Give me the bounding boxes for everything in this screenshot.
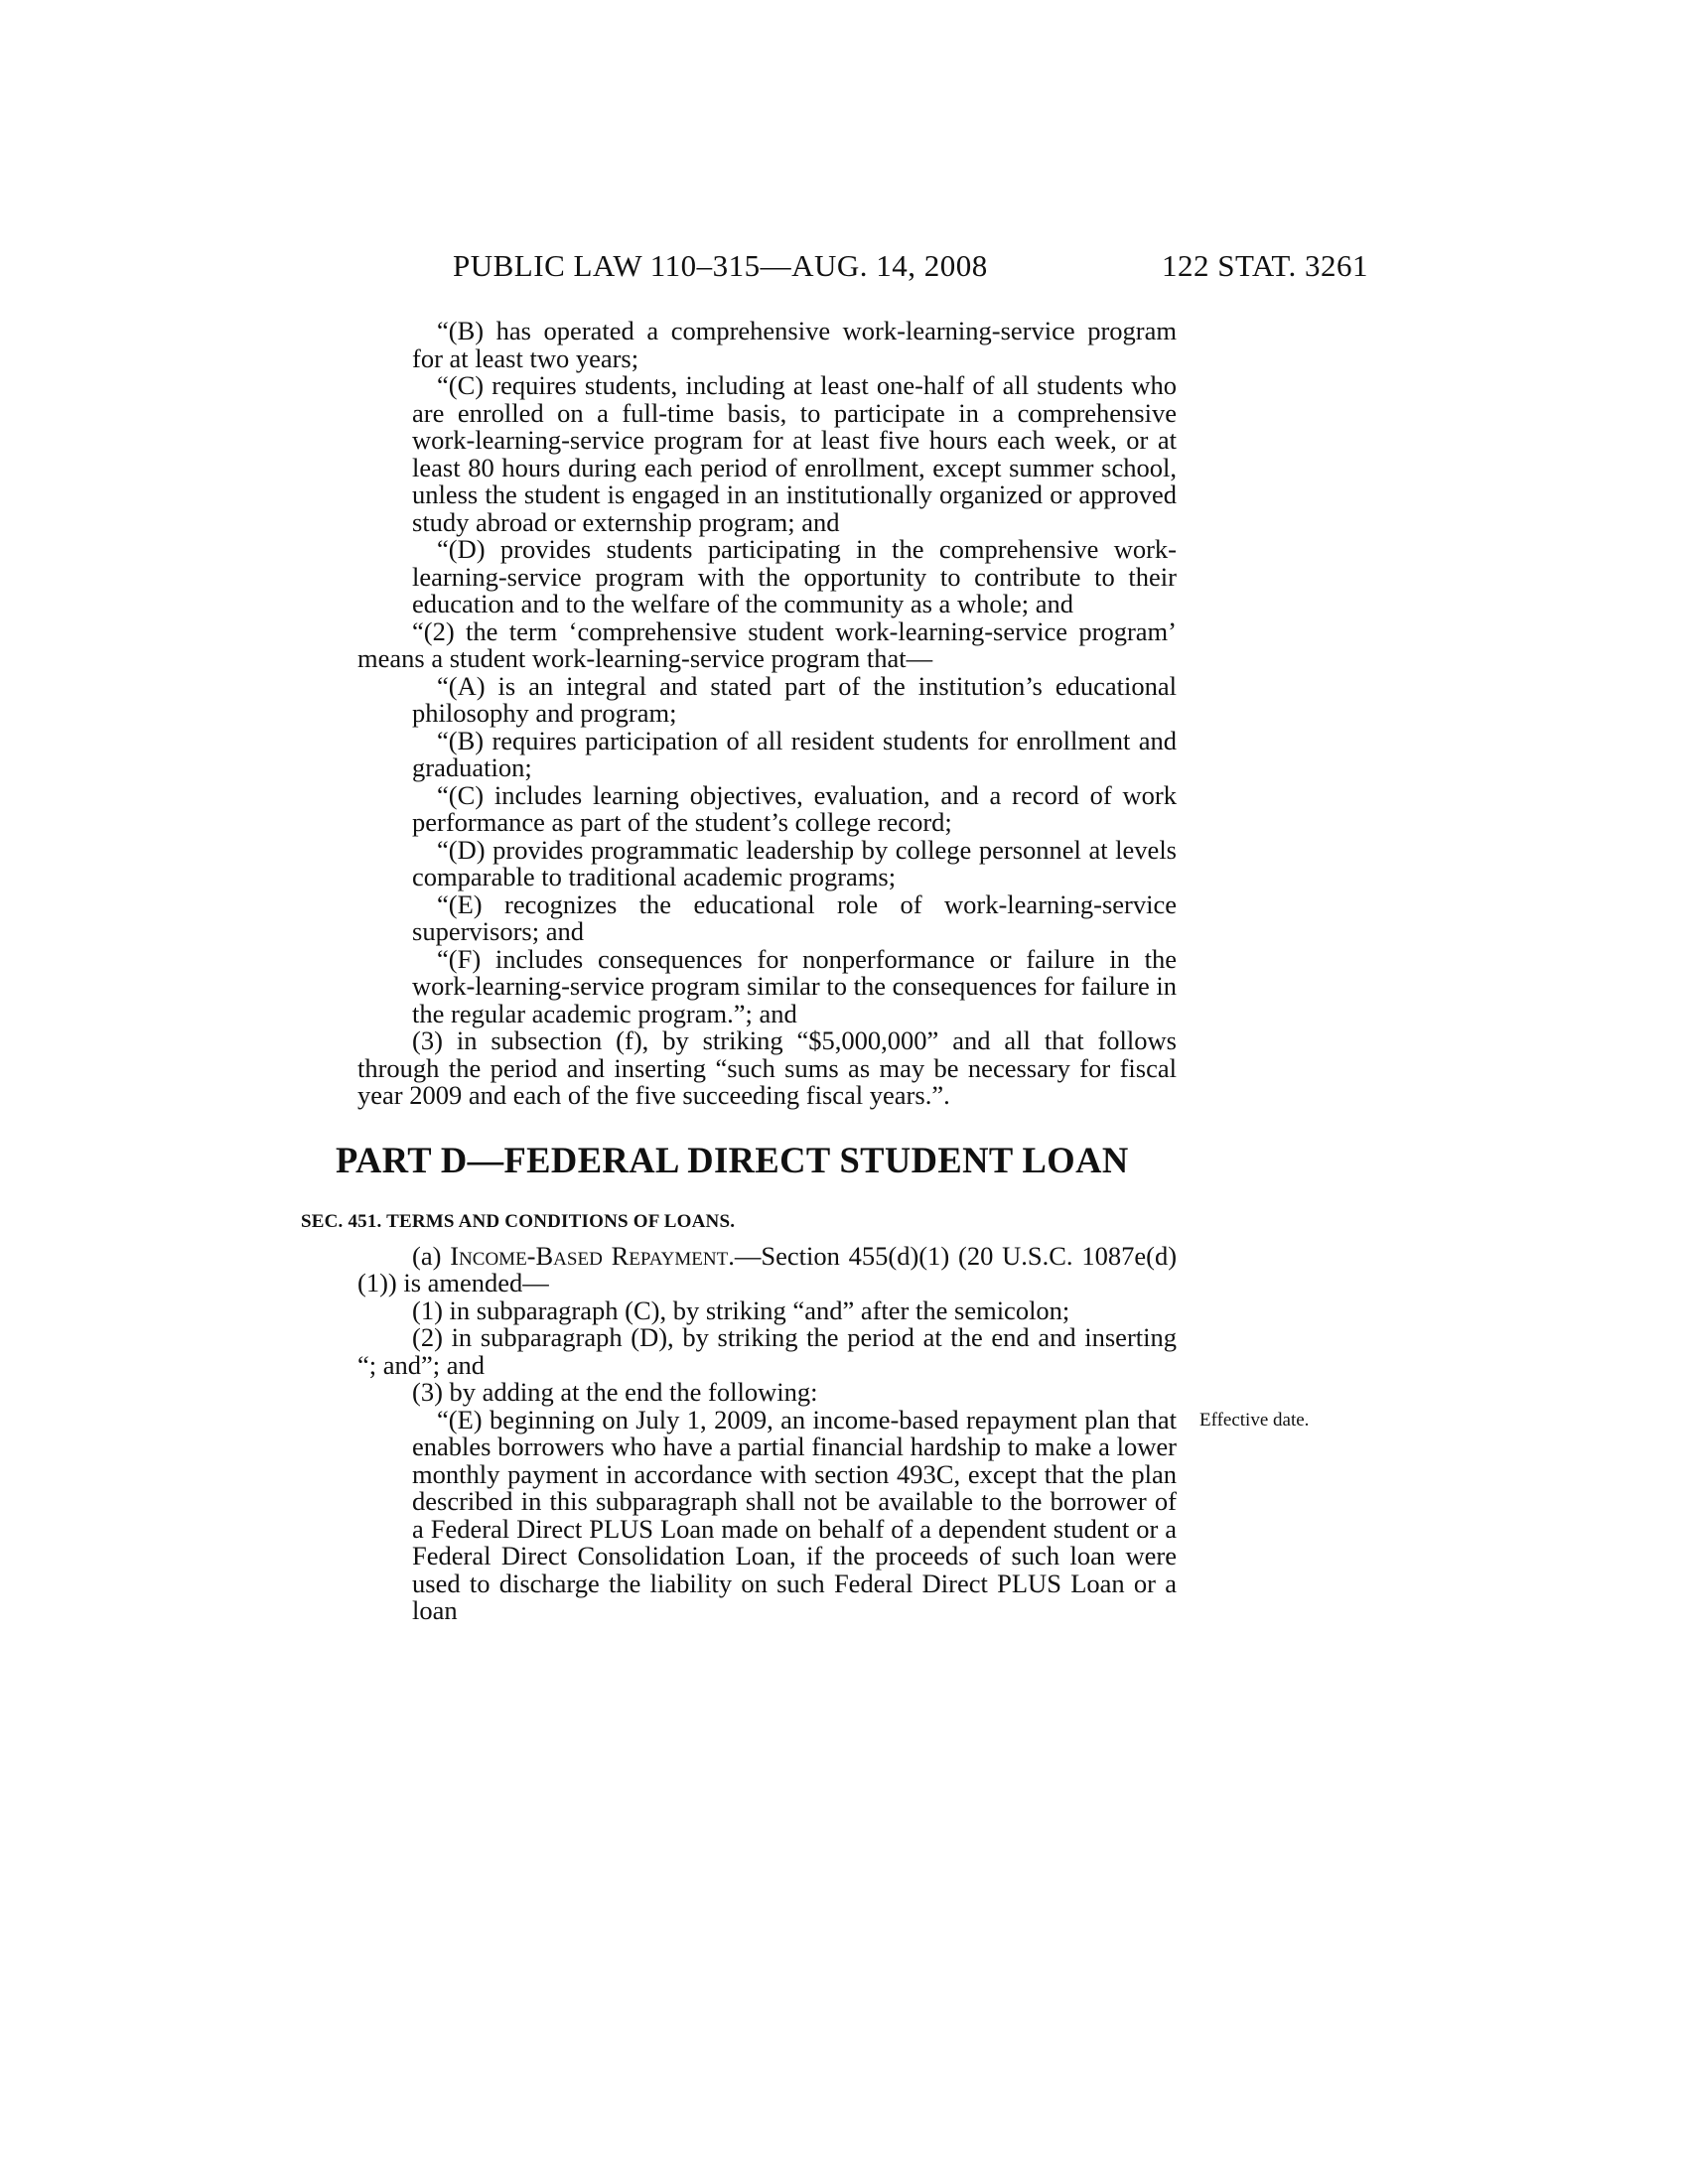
subsection-label: (a) <box>412 1240 442 1271</box>
subsection-text: .—Section 455(d)(1) (20 U.S.C. 1087e(d)(1)) is amended— <box>357 1240 1178 1297</box>
paragraph-2-definition: “(2) the term ‘comprehensive student work-learning-service program’ means a student work-learning-service program that— <box>357 615 1177 673</box>
paragraph-d-provides: “(D) provides students participating in the comprehensive work-learning-service program with the opportunity to contribute to their education and to the welfare of the community as a whole; and <box>412 534 1177 618</box>
paragraph-f-consequences: “(F) includes consequences for nonperformance or failure in the work-learning-service program similar to the consequences for failure in the regular academic program.”; and <box>412 943 1177 1028</box>
statute-body <box>0 318 1688 1625</box>
public-law-citation: PUBLIC LAW 110–315—AUG. 14, 2008 <box>453 248 988 283</box>
paragraph-e-supervisors: “(E) recognizes the educational role of work-learning-service supervisors; and <box>412 888 1177 946</box>
subsection-heading: Income-Based Repayment <box>450 1240 729 1271</box>
final-paragraph-wrapper <box>0 1404 1688 1625</box>
subsection-a-income-based-repayment <box>357 1240 1178 1297</box>
paragraph-d-leadership: “(D) provides programmatic leadership by college personnel at levels comparable to traditional academic programs; <box>412 834 1177 891</box>
running-header <box>453 248 1368 288</box>
part-heading: PART D—FEDERAL DIRECT STUDENT LOAN <box>336 1139 1129 1180</box>
amendment-3: (3) by adding at the end the following: <box>412 1377 818 1407</box>
paragraph-b-operated: “(B) has operated a comprehensive work-learning-service program for at least two years; <box>412 316 1177 373</box>
paragraph-a-integral: “(A) is an integral and stated part of the institution’s educational philosophy and program; <box>412 670 1177 728</box>
paragraph-3-subsection-f: (3) in subsection (f), by striking “$5,000,000” and all that follows through the period and inserting “such sums as may be necessary for fiscal year 2009 and each of the five succeeding fiscal years.”. <box>357 1025 1177 1110</box>
amendment-2: (2) in subparagraph (D), by striking the period at the end and inserting “; and”; and <box>357 1322 1177 1380</box>
paragraph-e-income-based-plan: “(E) beginning on July 1, 2009, an income-based repayment plan that enables borrowers who have a partial financial hardship to make a lower monthly payment in accordance with section 493C, except that the plan described in this subparagraph shall not be available to the borrower of a Federal Direct PLUS Loan made on behalf of a dependent student or a Federal Direct Consolidation Loan, if the proceeds of such loan were used to discharge the liability on such Federal Direct PLUS Loan or a loan <box>412 1404 1177 1625</box>
stat-page-number: 122 STAT. 3261 <box>1161 248 1368 283</box>
paragraph-c-requires: “(C) requires students, including at least one-half of all students who are enrolled on a full-time basis, to participate in a comprehensive work-learning-service program for at least five hours each week, or at least 80 hours during each period of enrollment, except summer school, unless the student is engaged in an institutionally organized or approved study abroad or externship program; and <box>412 370 1177 537</box>
effective-date-margin-note: Effective date. <box>1199 1409 1310 1431</box>
section-heading: SEC. 451. TERMS AND CONDITIONS OF LOANS. <box>301 1210 736 1232</box>
paragraph-b-participation: “(B) requires participation of all resident students for enrollment and graduation; <box>412 725 1177 782</box>
amendment-1: (1) in subparagraph (C), by striking “and” after the semicolon; <box>412 1295 1070 1325</box>
paragraph-c-learning-objectives: “(C) includes learning objectives, evaluation, and a record of work performance as part of the student’s college record; <box>412 779 1177 837</box>
